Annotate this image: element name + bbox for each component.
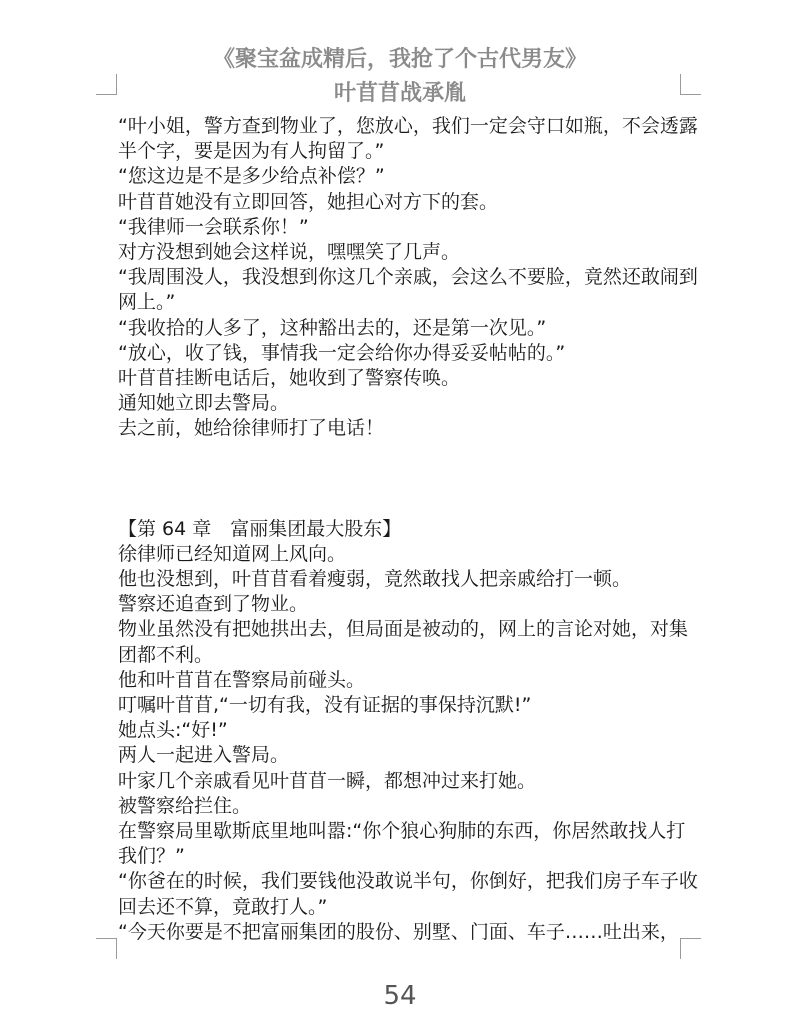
- paragraph: 叮嘱叶苜苜,“一切有我，没有证据的事保持沉默!”: [118, 694, 532, 717]
- paragraph: “您这边是不是多少给点补偿？”: [118, 165, 385, 188]
- paragraph: 她点头:“好!”: [118, 719, 228, 742]
- section-gap: [118, 442, 698, 517]
- paragraph: 叶苜苜她没有立即回答，她担心对方下的套。: [118, 190, 499, 213]
- paragraph: “我收拾的人多了，这种豁出去的，还是第一次见。”: [118, 316, 547, 339]
- crop-mark-bottom-left: [96, 938, 117, 959]
- paragraph: 叶家几个亲戚看见叶苜苜一瞬，都想冲过来打她。: [118, 769, 537, 792]
- paragraph: “我周围没人，我没想到你这几个亲戚，会这么不要脸，竟然还敢闹到网上。”: [118, 266, 698, 314]
- section-2: [118, 542, 698, 945]
- paragraph: “我律师一会联系你！”: [118, 215, 309, 238]
- paragraph: “放心，收了钱，事情我一定会给你办得妥妥帖帖的。”: [118, 341, 566, 364]
- paragraph: 两人一起进入警局。: [118, 744, 290, 767]
- paragraph: 叶苜苜挂断电话后，她收到了警察传唤。: [118, 367, 461, 390]
- paragraph: 对方没想到她会这样说，嘿嘿笑了几声。: [118, 241, 461, 264]
- paragraph: 通知她立即去警局。: [118, 392, 290, 415]
- paragraph: 被警察给拦住。: [118, 794, 252, 817]
- chapter-heading: 【第 64 章 富丽集团最大股东】: [118, 517, 402, 540]
- paragraph: “你爸在的时候，我们要钱他没敢说半句，你倒好，把我们房子车子收回去还不算，竟敢打人。”: [118, 870, 698, 918]
- paragraph: “叶小姐，警方查到物业了，您放心，我们一定会守口如瓶，不会透露半个字，要是因为有人拘留了。”: [118, 115, 698, 163]
- paragraph: 警察还追查到了物业。: [118, 593, 309, 616]
- page-number: 54: [383, 981, 417, 1011]
- paragraph: 他也没想到，叶苜苜看着瘦弱，竟然敢找人把亲戚给打一顿。: [118, 568, 632, 591]
- paragraph: 在警察局里歇斯底里地叫嚣:“你个狼心狗肺的东西，你居然敢找人打我们？”: [118, 820, 686, 868]
- chapter-header: 叶苜苜战承胤: [333, 81, 466, 106]
- book-title: 《聚宝盆成精后，我抢了个古代男友》: [212, 47, 587, 72]
- paragraph: 他和叶苜苜在警察局前碰头。: [118, 668, 366, 691]
- paragraph: 徐律师已经知道网上风向。: [118, 542, 347, 565]
- paragraph: “今天你要是不把富丽集团的股份、别墅、门面、车子……吐出来，: [118, 920, 679, 943]
- paragraph: 去之前，她给徐律师打了电话！: [118, 417, 385, 440]
- paragraph: 物业虽然没有把她拱出去，但局面是被动的，网上的言论对她，对集团都不利。: [118, 618, 689, 666]
- body-text: [118, 114, 698, 945]
- section-1: [118, 114, 698, 442]
